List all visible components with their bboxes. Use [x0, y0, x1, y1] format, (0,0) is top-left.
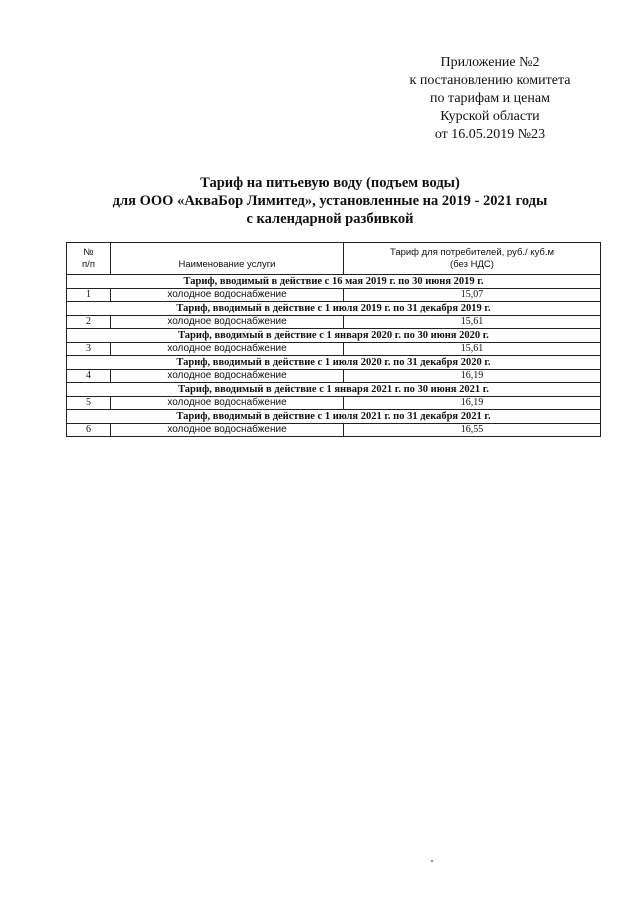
row-number: 6: [67, 424, 111, 437]
header-number-line-2: п/п: [82, 258, 95, 270]
header-tariff-line-1: Тариф для потребителей, руб./ куб.м: [389, 246, 555, 258]
row-tariff-value: 15,61: [344, 316, 601, 329]
appendix-reference: [370, 54, 610, 144]
row-number: 4: [67, 370, 111, 383]
appendix-region: Курской области: [440, 109, 540, 124]
row-service: холодное водоснабжение: [111, 289, 344, 302]
period-title: Тариф, вводимый в действие с 1 января 2021 г. по 30 июня 2021 г.: [67, 383, 601, 397]
title-line-1: Тариф на питьевую воду (подъем воды): [200, 175, 460, 191]
period-title: Тариф, вводимый в действие с 1 июля 2019 г. по 31 декабря 2019 г.: [67, 302, 601, 316]
period-title: Тариф, вводимый в действие с 1 января 2020 г. по 30 июня 2020 г.: [67, 329, 601, 343]
appendix-resolution: к постановлению комитета: [409, 73, 571, 88]
table-row: [67, 343, 601, 356]
table-row: [67, 397, 601, 410]
period-row: [67, 329, 601, 343]
title-line-3: с календарной разбивкой: [246, 211, 414, 227]
period-title: Тариф, вводимый в действие с 1 июля 2021 г. по 31 декабря 2021 г.: [67, 410, 601, 424]
row-tariff-value: 16,19: [344, 397, 601, 410]
row-service: холодное водоснабжение: [111, 397, 344, 410]
table-row: [67, 316, 601, 329]
period-row: [67, 356, 601, 370]
period-title: Тариф, вводимый в действие с 1 июля 2020 г. по 31 декабря 2020 г.: [67, 356, 601, 370]
table-row: [67, 370, 601, 383]
period-row: [67, 410, 601, 424]
row-number: 2: [67, 316, 111, 329]
table-row: [67, 424, 601, 437]
header-service: Наименование услуги: [111, 243, 344, 275]
row-number: 3: [67, 343, 111, 356]
row-number: 5: [67, 397, 111, 410]
row-service: холодное водоснабжение: [111, 424, 344, 437]
header-tariff: [344, 243, 601, 275]
header-number: [67, 243, 111, 275]
row-tariff-value: 16,55: [344, 424, 601, 437]
tariff-table: [66, 242, 601, 437]
period-row: [67, 302, 601, 316]
period-row: [67, 383, 601, 397]
header-tariff-line-2: (без НДС): [450, 258, 494, 270]
header-number-line-1: №: [83, 246, 94, 258]
table-header-row: [67, 243, 601, 275]
row-service: холодное водоснабжение: [111, 370, 344, 383]
appendix-date: от 16.05.2019 №23: [434, 127, 546, 142]
row-service: холодное водоснабжение: [111, 316, 344, 329]
row-tariff-value: 16,19: [344, 370, 601, 383]
row-tariff-value: 15,07: [344, 289, 601, 302]
row-number: 1: [67, 289, 111, 302]
table-row: [67, 289, 601, 302]
appendix-committee: по тарифам и ценам: [430, 91, 550, 106]
appendix-number: Приложение №2: [440, 55, 540, 70]
period-row: [67, 275, 601, 289]
title-line-2: для ООО «АкваБор Лимитед», установленные на 2019 - 2021 годы: [112, 193, 548, 209]
period-title: Тариф, вводимый в действие с 16 мая 2019 г. по 30 июня 2019 г.: [67, 275, 601, 289]
scan-speck: [431, 860, 433, 862]
row-service: холодное водоснабжение: [111, 343, 344, 356]
row-tariff-value: 15,61: [344, 343, 601, 356]
document-title: [60, 174, 600, 228]
